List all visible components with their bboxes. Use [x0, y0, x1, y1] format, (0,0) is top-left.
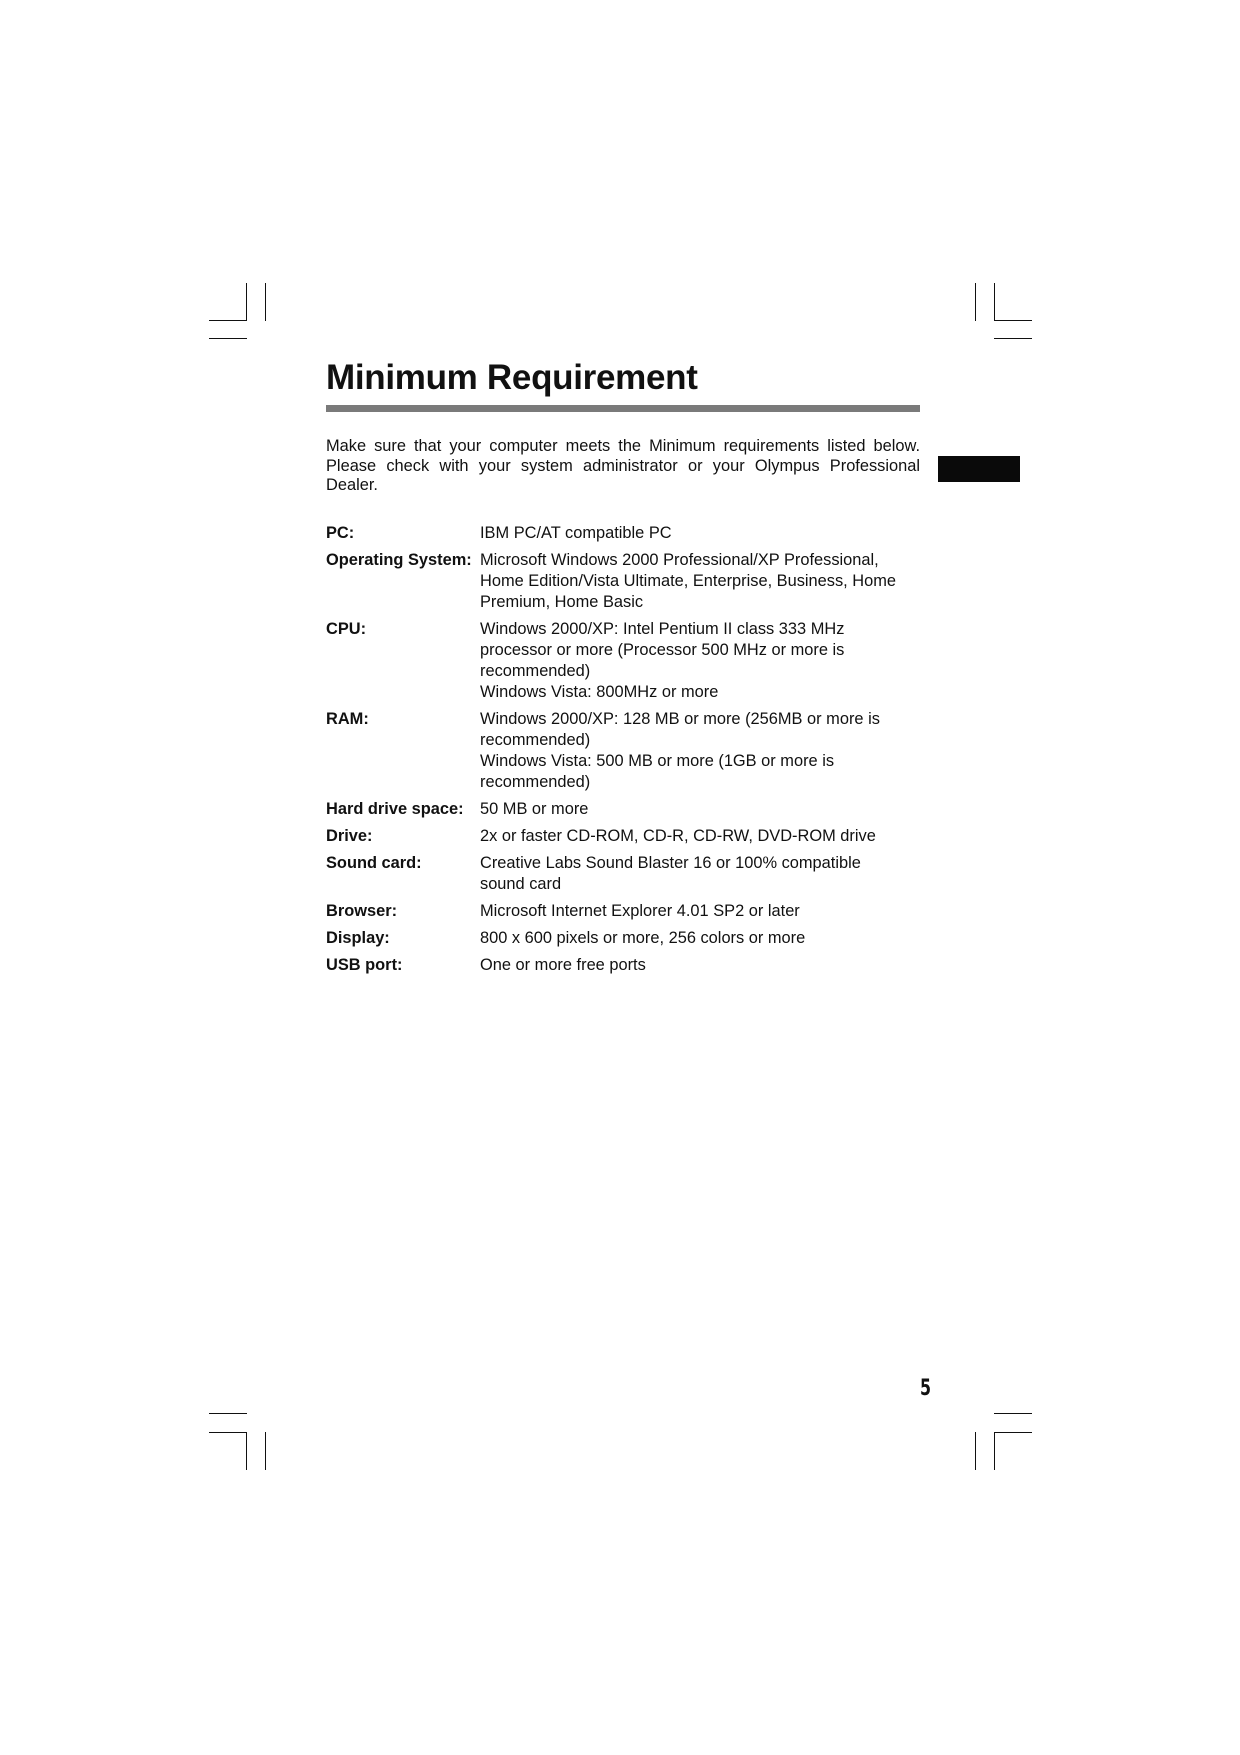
crop-mark-bottom-right-corner [994, 1432, 1032, 1433]
crop-mark-top-left-line [209, 338, 247, 339]
crop-mark-top-right-outer [994, 283, 995, 321]
requirement-value [480, 853, 920, 895]
requirement-value-line: One or more free ports [480, 956, 646, 974]
requirement-display [326, 928, 926, 949]
requirement-value-line: sound card [480, 875, 562, 893]
crop-mark-bottom-left-corner [209, 1432, 247, 1433]
requirement-label: CPU: [326, 620, 367, 638]
requirement-label: Hard drive space: [326, 800, 464, 818]
crop-mark-top-left-corner [209, 320, 247, 321]
requirement-ram [326, 709, 926, 793]
crop-mark-top-right-inner [975, 283, 976, 321]
requirement-value-line: Windows Vista: 500 MB or more (1GB or more is [480, 752, 835, 770]
requirement-value-line: Microsoft Windows 2000 Professional/XP Professional, [480, 551, 879, 569]
requirement-value [480, 799, 920, 820]
requirement-pc [326, 523, 926, 544]
requirement-hard-drive-space [326, 799, 926, 820]
requirement-value-line: Microsoft Internet Explorer 4.01 SP2 or later [480, 902, 800, 920]
requirement-value [480, 550, 920, 613]
page-title: Minimum Requirement [326, 358, 698, 397]
requirement-label: Sound card: [326, 854, 422, 872]
requirement-cpu [326, 619, 926, 703]
requirement-label: Display: [326, 929, 390, 947]
requirement-value [480, 826, 920, 847]
requirement-value-line: recommended) [480, 773, 591, 791]
requirement-value [480, 955, 920, 976]
crop-mark-top-right-corner [994, 320, 1032, 321]
requirement-label: Drive: [326, 827, 373, 845]
section-tab-marker [938, 456, 1020, 482]
requirement-value-line: Windows Vista: 800MHz or more [480, 683, 719, 701]
requirement-value-line: recommended) [480, 662, 591, 680]
requirement-usb-port [326, 955, 926, 976]
requirement-value-line: 800 x 600 pixels or more, 256 colors or more [480, 929, 806, 947]
requirement-value-line: Windows 2000/XP: 128 MB or more (256MB or more is [480, 710, 880, 728]
requirement-value-line: recommended) [480, 731, 591, 749]
requirement-value [480, 619, 920, 703]
requirement-label: RAM: [326, 710, 369, 728]
requirement-value-line: processor or more (Processor 500 MHz or more is [480, 641, 845, 659]
requirements-list [326, 523, 926, 982]
requirement-sound-card [326, 853, 926, 895]
requirement-label: USB port: [326, 956, 403, 974]
requirement-value-line: 2x or faster CD-ROM, CD-R, CD-RW, DVD-ROM drive [480, 827, 876, 845]
requirement-value-line: Windows 2000/XP: Intel Pentium II class 333 MHz [480, 620, 845, 638]
crop-mark-bottom-left-inner [265, 1432, 266, 1470]
requirement-value-line: Home Edition/Vista Ultimate, Enterprise, Business, Home [480, 572, 897, 590]
requirement-drive [326, 826, 926, 847]
crop-mark-bottom-right-outer [994, 1432, 995, 1470]
requirement-value [480, 709, 920, 793]
requirement-value-line: 50 MB or more [480, 800, 589, 818]
requirement-operating-system [326, 550, 926, 613]
crop-mark-top-right-line [994, 338, 1032, 339]
crop-mark-bottom-left-line [209, 1413, 247, 1414]
requirement-value [480, 928, 920, 949]
requirement-browser [326, 901, 926, 922]
crop-mark-top-left-outer [246, 283, 247, 321]
crop-mark-bottom-right-inner [975, 1432, 976, 1470]
requirement-label: Operating System: [326, 551, 472, 569]
requirement-label: PC: [326, 524, 355, 542]
intro-paragraph: Make sure that your computer meets the Minimum requirements listed below. Please check with your system administrator or your Olympus Professional Dealer. [326, 437, 920, 495]
requirement-value [480, 901, 920, 922]
page-number: 5 [920, 1376, 932, 1401]
requirement-value [480, 523, 920, 544]
requirement-value-line: Creative Labs Sound Blaster 16 or 100% compatible [480, 854, 861, 872]
crop-mark-bottom-right-line [994, 1413, 1032, 1414]
crop-mark-bottom-left-outer [246, 1432, 247, 1470]
requirement-value-line: IBM PC/AT compatible PC [480, 524, 672, 542]
requirement-label: Browser: [326, 902, 398, 920]
crop-mark-top-left-inner [265, 283, 266, 321]
title-underline-rule [326, 405, 920, 412]
requirement-value-line: Premium, Home Basic [480, 593, 644, 611]
